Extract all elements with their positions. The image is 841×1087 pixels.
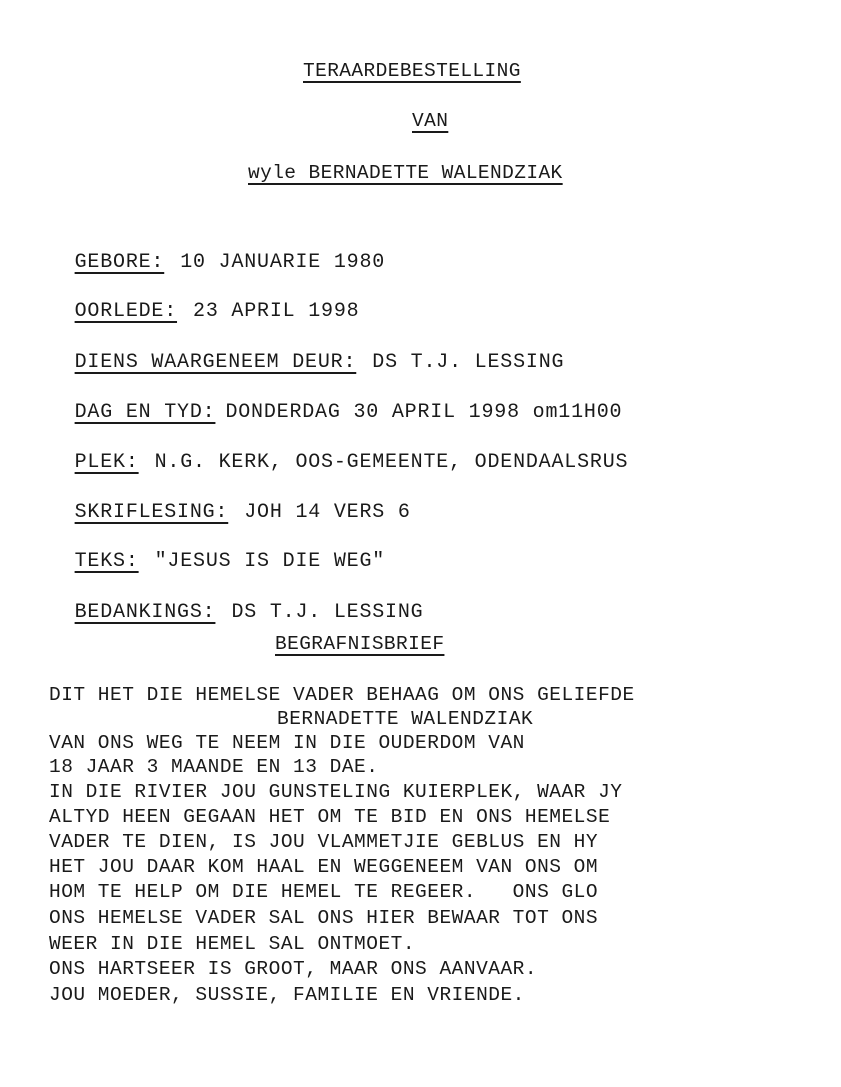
field-date-time: [49, 378, 622, 424]
field-value: DONDERDAG 30 APRIL 1998 om11H00: [225, 401, 623, 424]
letter-line: JOU MOEDER, SUSSIE, FAMILIE EN VRIENDE.: [49, 984, 525, 1006]
field-value: N.G. KERK, OOS-GEMEENTE, ODENDAALSRUS: [154, 451, 629, 474]
field-label: OORLEDE:: [74, 300, 178, 323]
field-label: BEDANKINGS:: [74, 601, 216, 624]
letter-line-name: BERNADETTE WALENDZIAK: [277, 708, 534, 730]
letter-line: 18 JAAR 3 MAANDE EN 13 DAE.: [49, 756, 379, 778]
letter-line: VAN ONS WEG TE NEEM IN DIE OUDERDOM VAN: [49, 732, 525, 754]
letter-line: IN DIE RIVIER JOU GUNSTELING KUIERPLEK, WAAR JY: [49, 781, 623, 803]
field-scripture: [49, 478, 411, 524]
field-thanks: [49, 578, 423, 624]
letter-line: WEER IN DIE HEMEL SAL ONTMOET.: [49, 933, 416, 955]
field-label: TEKS:: [74, 550, 139, 573]
letter-line: ONS HEMELSE VADER SAL ONS HIER BEWAAR TOT ONS: [49, 907, 599, 929]
field-died: [49, 277, 359, 323]
letter-line: ONS HARTSEER IS GROOT, MAAR ONS AANVAAR.: [49, 958, 538, 980]
letter-line: DIT HET DIE HEMELSE VADER BEHAAG OM ONS GELIEFDE: [49, 684, 635, 706]
field-officiant: [49, 328, 564, 374]
field-value: 10 JANUARIE 1980: [180, 251, 386, 274]
letter-line: VADER TE DIEN, IS JOU VLAMMETJIE GEBLUS EN HY: [49, 831, 599, 853]
letter-line: ALTYD HEEN GEGAAN HET OM TE BID EN ONS HEMELSE: [49, 806, 611, 828]
field-value: DS T.J. LESSING: [372, 351, 565, 374]
document-subtitle: VAN: [412, 110, 449, 132]
deceased-name: wyle BERNADETTE WALENDZIAK: [248, 162, 563, 184]
field-text: [49, 527, 385, 573]
letter-line: HOM TE HELP OM DIE HEMEL TE REGEER. ONS GLO: [49, 881, 599, 903]
field-label: GEBORE:: [74, 251, 165, 274]
field-value: 23 APRIL 1998: [193, 300, 360, 323]
field-born: [49, 228, 385, 274]
field-label: DAG EN TYD:: [74, 401, 216, 424]
letter-heading: BEGRAFNISBRIEF: [275, 633, 445, 655]
document-title: TERAARDEBESTELLING: [303, 60, 521, 82]
field-value: "JESUS IS DIE WEG": [154, 550, 386, 573]
field-label: SKRIFLESING:: [74, 501, 229, 524]
letter-line: HET JOU DAAR KOM HAAL EN WEGGENEEM VAN ONS OM: [49, 856, 599, 878]
field-label: PLEK:: [74, 451, 139, 474]
field-label: DIENS WAARGENEEM DEUR:: [74, 351, 357, 374]
field-value: DS T.J. LESSING: [231, 601, 424, 624]
field-value: JOH 14 VERS 6: [244, 501, 411, 524]
field-place: [49, 428, 628, 474]
